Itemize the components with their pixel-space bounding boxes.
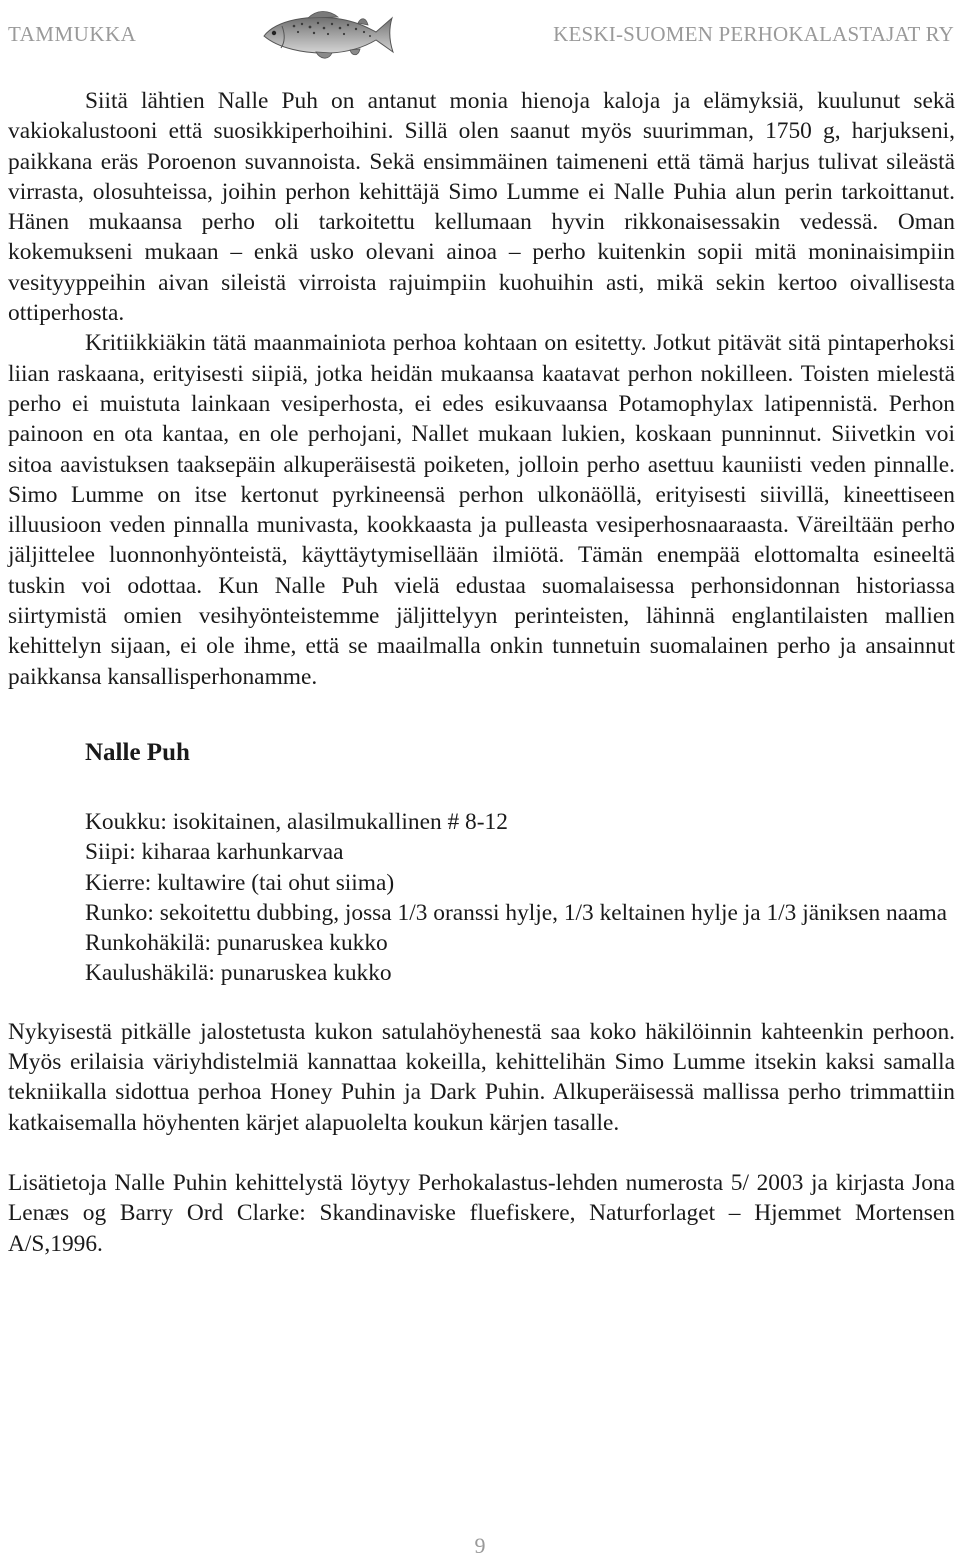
article-paragraph-1: Siitä lähtien Nalle Puh on antanut monia hienoja kaloja ja elämyksiä, kuulunut sekä vakiokalustooni että suosikkiperhoihini. Sillä olen saanut myös suurimman, 1750 g, harjukseni, paikkana eräs Poroenon suvannoista. Sekä ensimmäinen taimeneni että tämä harjus tulivat sileästä virrasta, olosuhteissa, joihin perhon kehittäjä Simo Lumme ei Nalle Puhia alun perin tarkoittanut. Hänen mukaansa perho oli tarkoitettu kellumaan hyvin rikkonaisessakin vedessä. Oman kokemukseni mukaan – enkä usko olevani ainoa – perho kuitenkin sopii mitä moninaisimpiin vesityyppeihin aivan sileistä virroista rajuimpiin kuohuihin asti, mikä sekin kertoo oivallisesta ottiperhosta. — [8, 88, 955, 327]
recipe-item-wing: Siipi: kiharaa karhunkarvaa — [85, 839, 344, 866]
article-paragraph-4: Lisätietoja Nalle Puhin kehittelystä löytyy Perhokalastus-lehden numerosta 5/ 2003 ja kirjasta Jona Lenæs og Barry Ord Clarke: Skandinaviske fluefiskere, Naturforlaget – Hjemmet Mortensen A/S,1996. — [8, 1169, 955, 1257]
page-header — [0, 0, 960, 70]
article-paragraph-2: Kritiikkiäkin tätä maanmainiota perhoa kohtaan on esitetty. Jotkut pitävät sitä pintaperhoksi liian raskaana, erityisesti siipiä, jotka heidän mukaansa kaatavat perhon nokilleen. Toisten mielestä perho ei muistuta lainkaan vesiperhosta, ei edes esikuvaansa Potamophylax latipennistä. Perhon painoon en ota kantaa, en ole perhojani, Nallet mukaan lukien, koskaan punninnut. Siivetkin voi sitoa aavistuksen taaksepäin alkuperäisestä poiketen, jolloin perho asettuu kauniisti veden pinnalle. Simo Lumme on itse kertonut pyrkineensä perhon ulkonäöllä, erityisesti siivillä, kineettiseen illuusioon veden pinnalla munivasta, kookkaasta ja pulleasta vesiperhosnaaraasta. Väreiltään perho jäljittelee luonnonhyönteistä, käyttäytymisellään ilmiötä. Tämän enempää elottomalta esineeltä tuskin voi odottaa. Kun Nalle Puh vielä edustaa suomalaisessa perhonsidonnan historiassa siirtymistä omien vesihyönteistemme jäljittelyyn perinteisten, lähinnä englantilaisten mallien kehittelyn sijaan, ei ole ihme, että se maailmalla onkin tunnetuin suomalainen perho ja ansainnut paikkansa kansallisperhonamme. — [8, 330, 955, 690]
recipe-item-hook: Koukku: isokitainen, alasilmukallinen # 8-12 — [85, 808, 508, 835]
article-body — [8, 86, 955, 1259]
page-number: 9 — [474, 1533, 486, 1558]
recipe-item-collar-hackle: Kaulushäkilä: punaruskea kukko — [85, 960, 392, 987]
recipe-list — [8, 807, 955, 989]
recipe-title: Nalle Puh — [85, 738, 190, 766]
header-publication-name: TAMMUKKA — [8, 22, 137, 46]
recipe-item-rib: Kierre: kultawire (tai ohut siima) — [85, 869, 395, 896]
article-paragraph-3: Nykyisestä pitkälle jalostetusta kukon satulahöyhenestä saa koko häkilöinnin kahteenkin perhoon. Myös erilaisia väriyhdistelmiä kannattaa kokeilla, kehittelihän Simo Lumme itsekin kaksi samalla tekniikalla sidottua perhoa Honey Puhin ja Dark Puhin. Alkuperäisessä mallissa perho trimmattiin katkaisemalla höyhenten kärjet alapuolelta koukun kärjen tasalle. — [8, 1018, 955, 1136]
trout-fish-icon — [258, 6, 398, 64]
recipe-item-body-hackle: Runkohäkilä: punaruskea kukko — [85, 930, 388, 957]
header-organization-name: KESKI-SUOMEN PERHOKALASTAJAT RY — [553, 22, 954, 46]
recipe-item-body: Runko: sekoitettu dubbing, jossa 1/3 oranssi hylje, 1/3 keltainen hylje ja 1/3 jäniksen naama — [85, 899, 948, 926]
